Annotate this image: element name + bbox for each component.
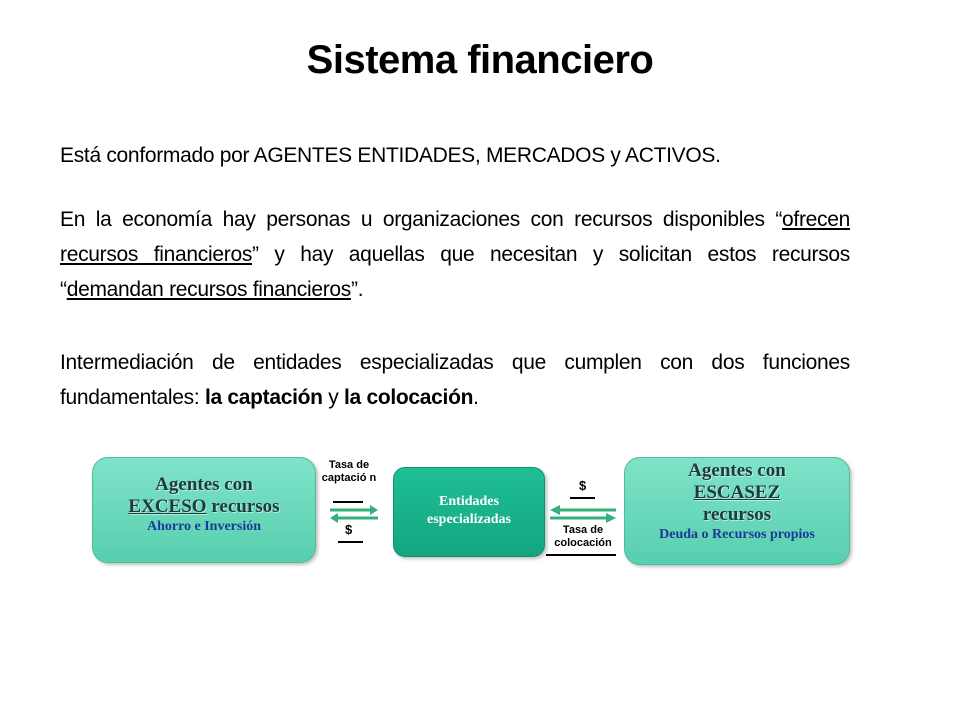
p2-underlined-demand: demandan recursos financieros: [66, 278, 351, 301]
slide-title: Sistema financiero: [306, 38, 654, 82]
right-box-recursos: recursos: [702, 504, 772, 525]
p3-text-e: .: [473, 386, 479, 409]
paragraph-intermediation: [60, 345, 850, 415]
label-underline-captacion: [333, 501, 363, 503]
p3-text-c: y: [322, 386, 344, 409]
center-box-line1: Entidades: [439, 494, 499, 509]
right-dollar-label: $: [579, 478, 587, 493]
arrow-center-to-left: [330, 513, 380, 523]
right-agents-box: [624, 457, 850, 565]
p2-text-e: ”.: [351, 278, 364, 301]
center-entities-box: [393, 467, 545, 557]
label-tasa-captacion: Tasa de captació n: [321, 459, 377, 484]
right-box-escasez: ESCASEZ: [693, 482, 781, 503]
right-box-title: Agentes con: [688, 460, 786, 481]
p3-bold-colocacion: la colocación: [344, 386, 474, 409]
label-tasa-colocacion: Tasa de colocación: [554, 524, 612, 549]
p3-text-a: Intermediación de entidades especializadas que cumplen con dos funciones fundamentales:: [60, 351, 850, 409]
left-box-recursos: recursos: [206, 496, 280, 517]
label-underline-colocacion: [546, 554, 616, 556]
left-box-subtitle: Ahorro e Inversión: [146, 519, 262, 534]
left-dollar-underline: [338, 541, 363, 543]
arrow-center-to-right: [550, 513, 620, 523]
left-box-title-line2: [93, 496, 315, 518]
p2-text-c: ” y hay aquellas que necesitan y solicitan estos recursos “: [60, 243, 850, 301]
p2-text-a: En la economía hay personas u organizaciones con recursos disponibles “: [60, 208, 783, 231]
center-box-line2: especializadas: [427, 512, 511, 527]
paragraph-supply-demand: [60, 202, 850, 307]
left-dollar-label: $: [345, 522, 353, 537]
left-agents-box: [92, 457, 316, 563]
right-box-subtitle: Deuda o Recursos propios: [659, 527, 815, 542]
p2-underlined-offer: ofrecen recursos financieros: [60, 208, 850, 266]
right-dollar-underline: [570, 497, 595, 499]
paragraph-composition: Está conformado por AGENTES ENTIDADES, MERCADOS y ACTIVOS.: [60, 144, 721, 167]
p3-bold-captacion: la captación: [204, 386, 323, 409]
left-box-exceso: EXCESO: [128, 496, 207, 517]
left-box-title: Agentes con: [155, 474, 253, 495]
